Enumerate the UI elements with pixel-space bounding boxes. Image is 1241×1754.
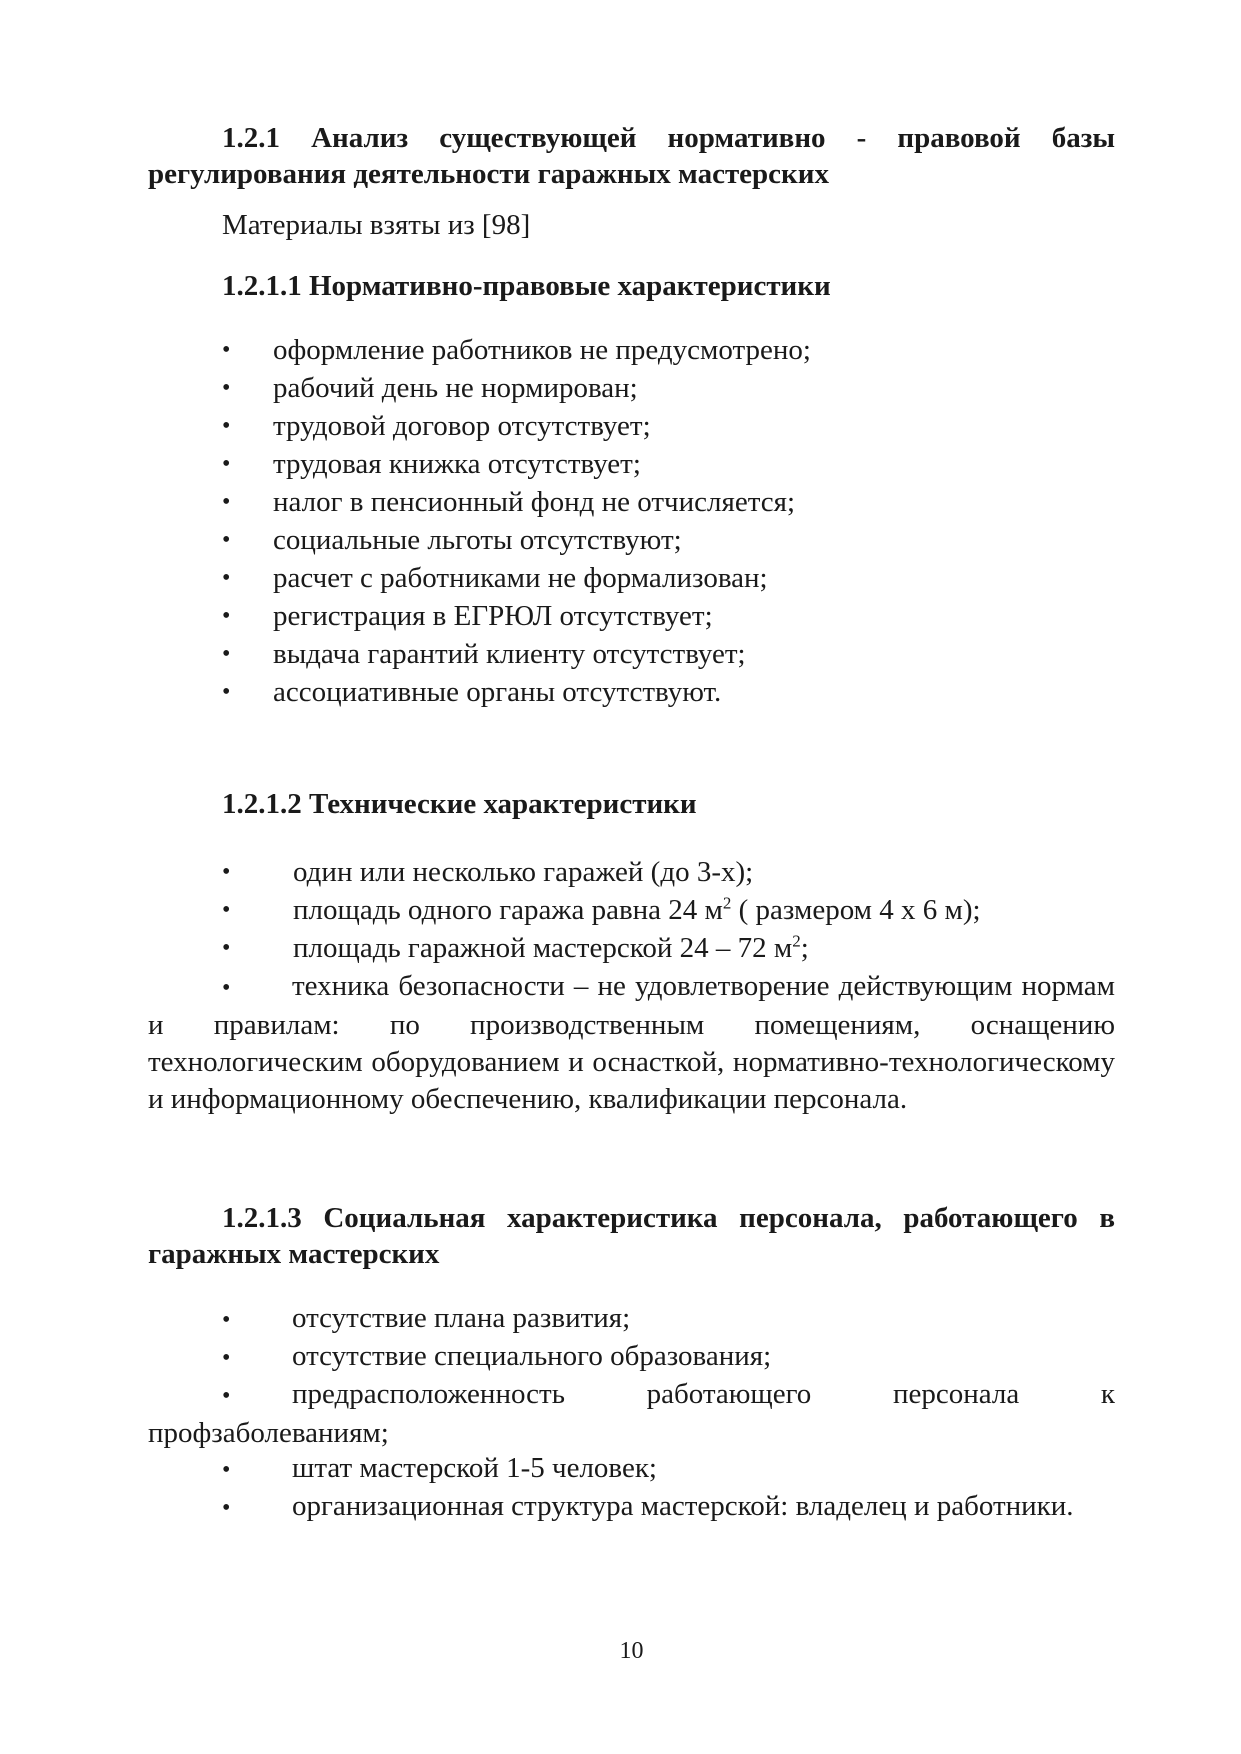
list-item: • отсутствие специального образования; [148,1338,1115,1377]
bullet-icon: • [222,565,231,591]
bullet-icon: • [222,1345,231,1371]
technical-characteristics-list [148,853,1115,967]
bullet-icon: • [222,1457,231,1483]
list-item: • ассоциативные органы отсутствуют. [148,673,1115,711]
bullet-icon: • [222,897,231,923]
bullet-icon: • [222,375,231,401]
subsection-title-legal: 1.2.1.1 Нормативно-правовые характеристики [222,270,831,302]
document-page [148,0,1115,1754]
list-item: • штат мастерской 1-5 человек; [148,1450,1115,1489]
bullet-icon: • [222,975,231,1001]
list-item: • рабочий день не нормирован; [148,369,1115,407]
subsection-title-social: 1.2.1.3 Социальная характеристика персонала, работающего в гаражных мастерских [148,1202,1115,1270]
list-item: • социальные льготы отсутствуют; [148,521,1115,559]
list-item: • площадь одного гаража равна 24 $м^2$ ( размером 4 х 6 м); [148,891,1115,929]
list-item: • трудовой договор отсутствует; [148,407,1115,445]
bullet-icon: • [222,451,231,477]
list-item: • один или несколько гаражей (до 3-х); [148,853,1115,891]
list-item: • отсутствие плана развития; [148,1300,1115,1339]
bullet-icon: • [222,1307,231,1333]
bullet-icon: • [222,641,231,667]
section-heading: 1.2.1 Анализ существующей нормативно - правовой базы регулирования деятельности гаражных мастерских [148,122,1115,190]
bullet-icon: • [222,489,231,515]
list-item: • расчет с работниками не формализован; [148,559,1115,597]
list-item: • площадь гаражной мастерской 24 – 72 $м^2$; [148,929,1115,967]
list-item: • предрасположенность работающего персонала к профзаболеваниям; [148,1378,1115,1449]
page-number: 10 [619,1638,644,1664]
bullet-icon: • [222,337,231,363]
list-item: • организационная структура мастерской: владелец и работники. [148,1488,1115,1527]
list-item: • выдача гарантий клиенту отсутствует; [148,635,1115,673]
bullet-icon: • [222,1383,231,1409]
list-item: • трудовая книжка отсутствует; [148,445,1115,483]
list-item: • налог в пенсионный фонд не отчисляется; [148,483,1115,521]
source-note: Материалы взяты из [98] [222,209,531,241]
subsection-title-technical: 1.2.1.2 Технические характеристики [222,788,697,820]
legal-characteristics-list [148,331,1115,711]
list-item: • регистрация в ЕГРЮЛ отсутствует; [148,597,1115,635]
bullet-icon: • [222,859,231,885]
bullet-icon: • [222,603,231,629]
bullet-icon: • [222,679,231,705]
bullet-icon: • [222,413,231,439]
bullet-icon: • [222,935,231,961]
bullet-icon: • [222,527,231,553]
bullet-icon: • [222,1495,231,1521]
list-item-safety: • техника безопасности – не удовлетворение действующим нормам и правилам: по производственным помещениям, оснащению технологическим оборудованием и оснасткой, нормативно-технологическому и информационному обеспечению, квалификации персонала. [148,970,1115,1115]
list-item: • оформление работников не предусмотрено; [148,331,1115,369]
